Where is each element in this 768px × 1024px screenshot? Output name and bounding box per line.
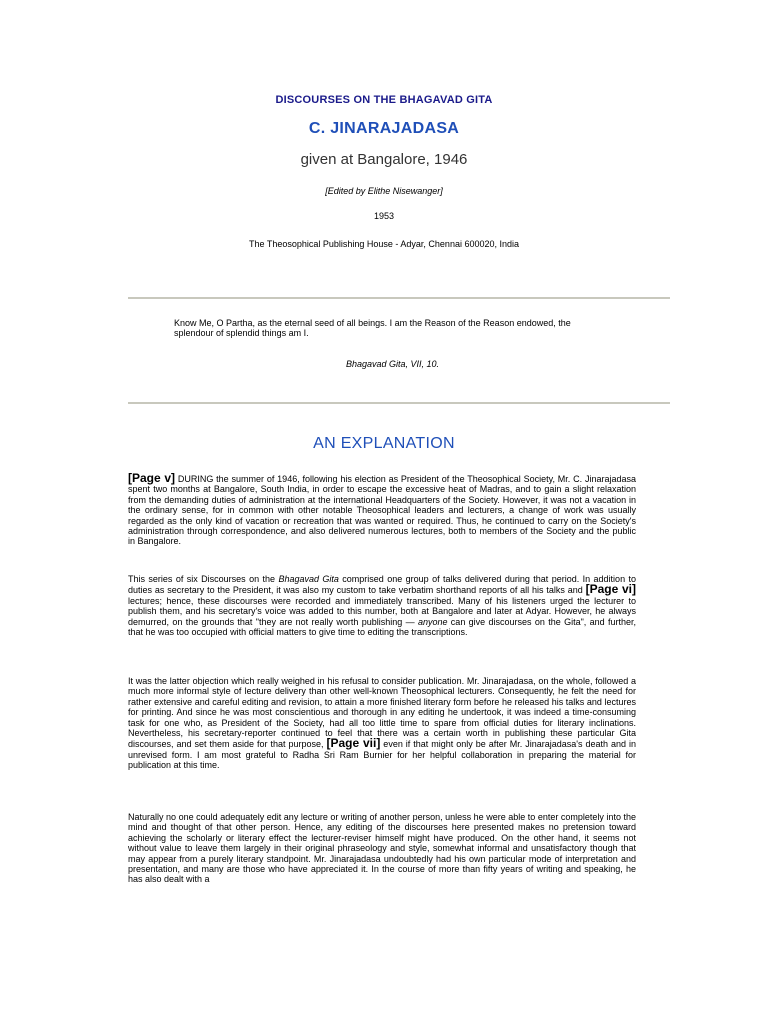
author-name: C. JINARAJADASA [308, 120, 460, 137]
emphasis-text: Bhagavad Gita [278, 574, 339, 584]
paragraph-1 [128, 473, 636, 547]
top-divider [128, 297, 670, 299]
editor-credit: [Edited by Elithe Nisewanger] [325, 186, 443, 196]
bottom-divider [128, 402, 670, 404]
page-marker: [Page v] [128, 471, 176, 485]
page-marker: [Page vii] [326, 736, 381, 751]
paragraph-text: DURING the summer of 1946, following his election as President of the Theosophical Society, Mr. C. Jinarajadasa spent two months at Bangalore, South India, in order to escape the excessive heat of Madras, and to gain a slight relaxation from the demanding duties of administration at the international Headquarters of the Society. However, it was not a vacation in the ordinary sense, for in common with other notable Theosophical leaders and lecturers, a change of work was usually regarded as the only kind of vacation or recreation that was wanted or required. Thus, he continued to carry on the Society's administration through correspondence, and also delivered numerous lectures, both to members of the Society and the public in Bangalore. [128, 474, 636, 547]
paragraph-text: Naturally no one could adequately edit any lecture or writing of another person, unless he were able to enter completely into the mind and thought of that other person. Hence, any editing of the discourses here presented makes no pretension toward achieving the scholarly or literary effect the lecturer-reviser himself might have produced. On the other hand, it seems not without value to leave them largely in their original phraseology and style, somewhat informal and unsatisfactory though that may appear from a purely literary standpoint. Mr. Jinarajadasa undoubtedly had his own particular mode of interpretation and presentation, and many are those who have appreciated it. In the course of more than fifty years of writing and speaking, he has also dealt with a [128, 812, 636, 885]
paragraph-text: can give discourses on the Gita", and further, that he was too occupied with official matters to give time to editing the transcriptions. [128, 616, 636, 638]
emphasis-text: anyone [417, 616, 448, 627]
paragraph-text: comprised one group of talks delivered during that period. In addition to duties as secretary to the President, it was also my custom to take verbatim shorthand reports of all his talks and [128, 574, 636, 596]
paragraph-text: even if that might only be after Mr. Jinarajadasa's death and in unrevised form. I am most grateful to Radha Sri Ram Burnier for her helpful collaboration in preparing the material for publication at this time. [128, 739, 636, 771]
series-title: DISCOURSES ON THE BHAGAVAD GITA [275, 94, 493, 106]
paragraph-2 [128, 574, 636, 637]
paragraph-text: lectures; hence, these discourses were recorded and immediately transcribed. Many of his listeners urged the lecturer to publish them, and his secretary's voice was added to this number, both at Bangalore and later at Adyar. However, he always demurred, on the grounds that "they are not really worth publishing — [128, 595, 636, 627]
publication-year: 1953 [373, 211, 395, 221]
epigraph-source: Bhagavad Gita, VII, 10. [346, 359, 440, 369]
subtitle: given at Bangalore, 1946 [300, 151, 468, 168]
epigraph-quote: Know Me, O Partha, as the eternal seed of all beings. I am the Reason of the Reason endowed, the splendour of splendid things am I. [174, 318, 571, 338]
paragraph-text: This series of six Discourses on the [128, 574, 279, 584]
page-marker: [Page vi] [585, 582, 636, 597]
paragraph-4 [128, 812, 636, 885]
paragraph-3 [128, 676, 636, 771]
section-heading: AN EXPLANATION [313, 435, 455, 452]
publisher-line: The Theosophical Publishing House - Adyar, Chennai 600020, India [248, 239, 520, 249]
paragraph-text: It was the latter objection which really weighed in his refusal to consider publication. Mr. Jinarajadasa, on the whole, followed a much more informal style of lecture delivery than other well-known Theosophical lecturers. Consequently, he felt the need for rather extensive and careful editing and revision, to attain a more finished literary form before he released his talks and lectures for printing. And since he was most conscientious and thorough in any editing he undertook, it was indeed a time-consuming task for one who, as President of the Society, had all too little time to spare from official duties for literary inclinations. Nevertheless, his secretary-reporter continued to feel that there was a certain worth in publishing these particular Gita discourses, and set them aside for that purpose, [128, 676, 636, 750]
